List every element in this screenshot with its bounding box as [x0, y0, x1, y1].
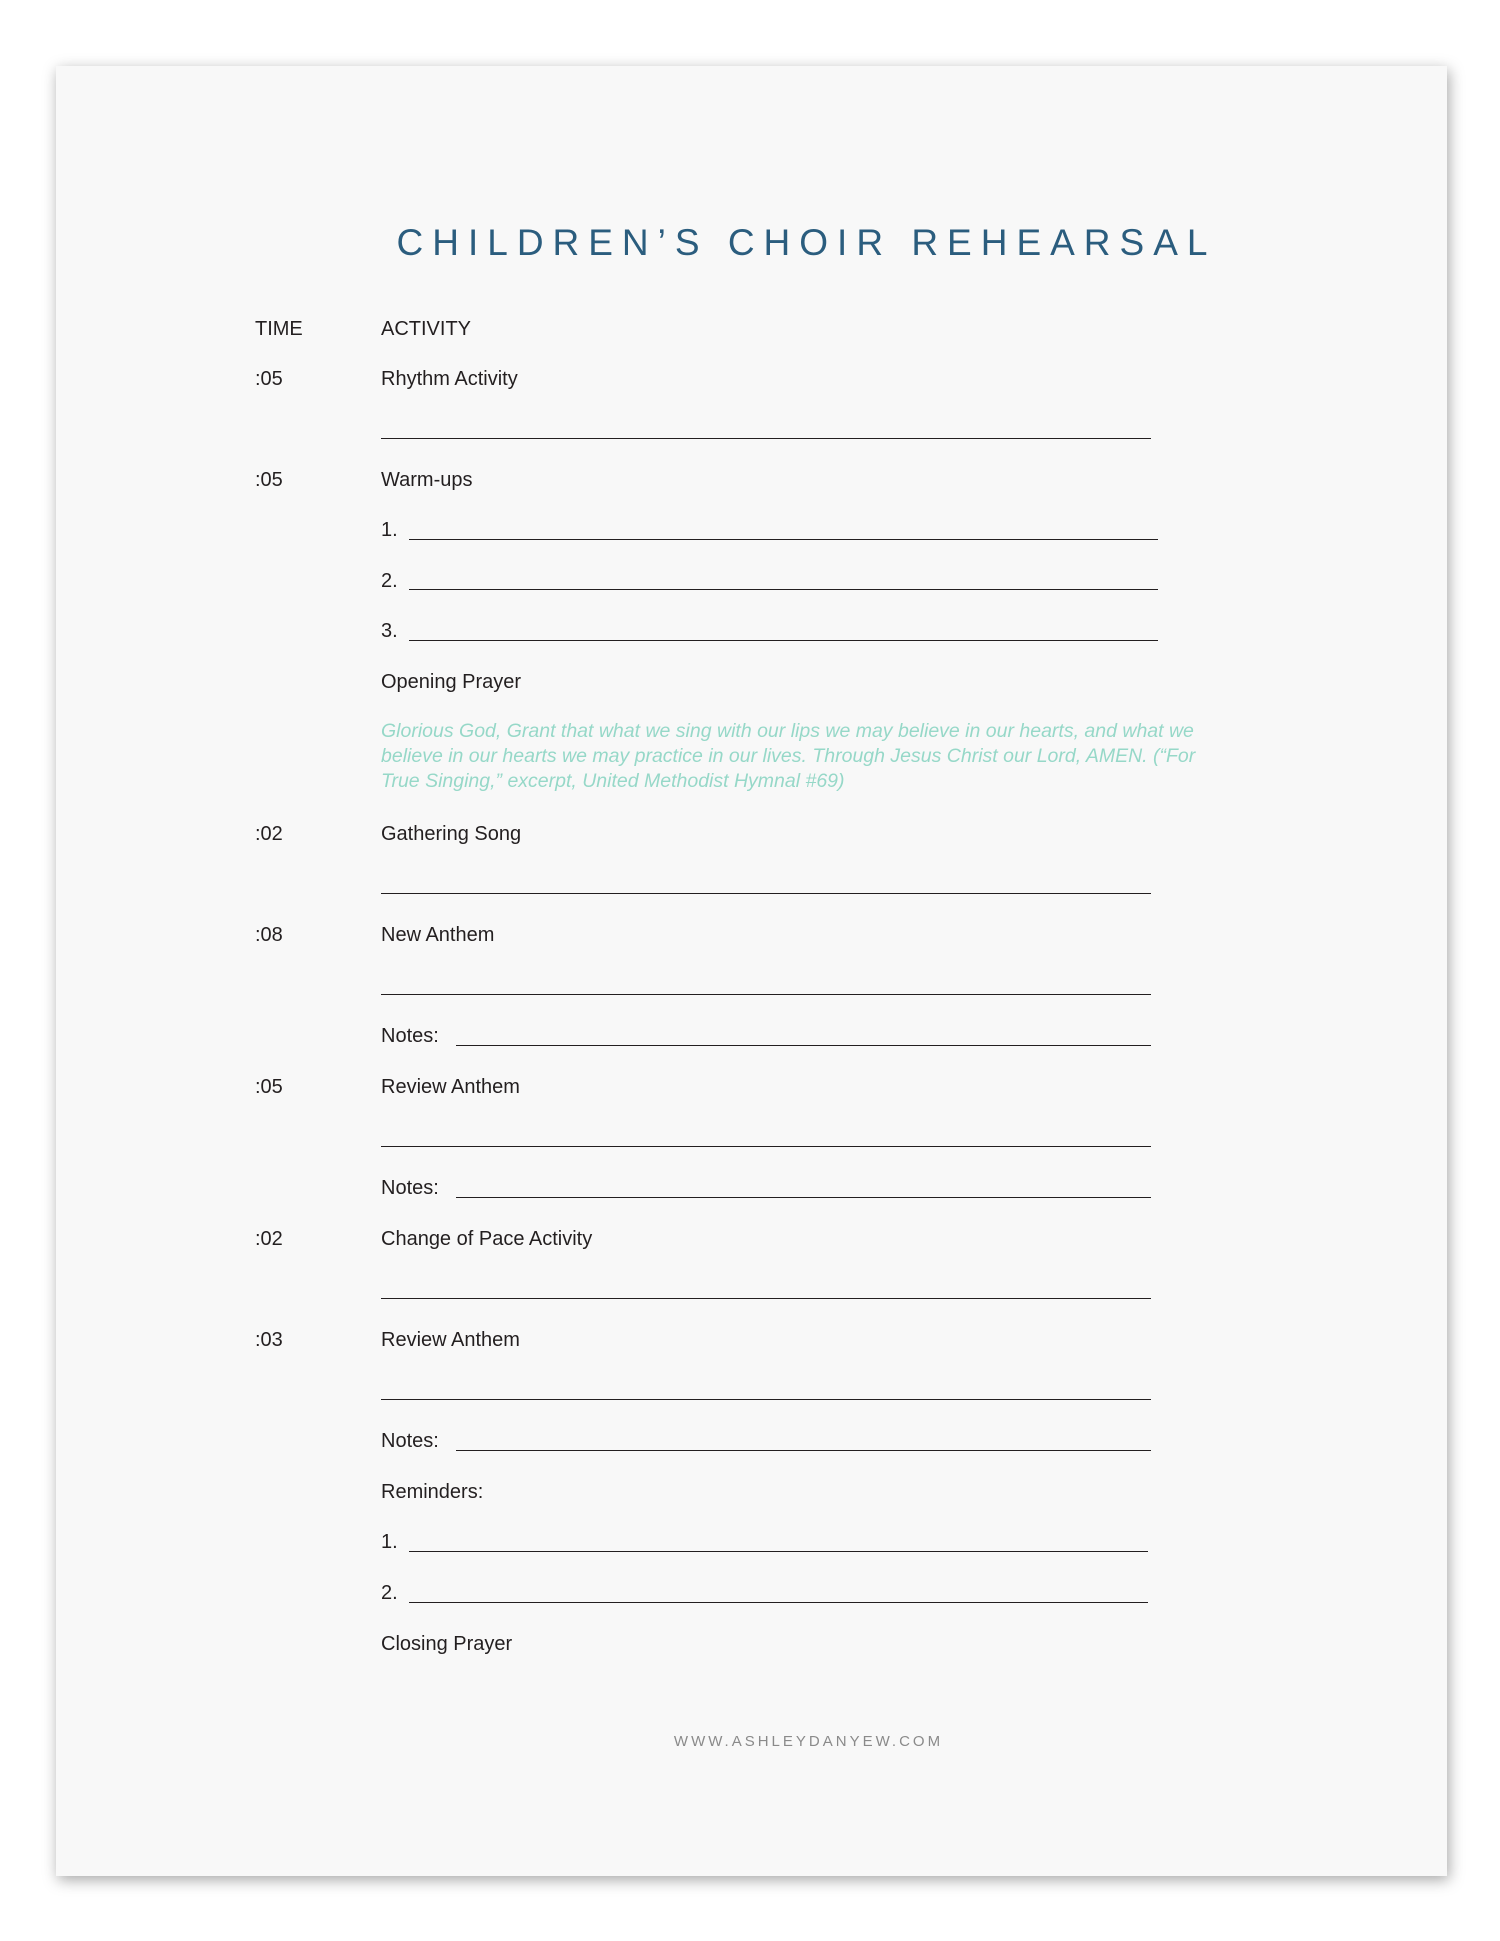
worksheet-page — [56, 66, 1447, 1876]
notes-label: Notes: — [381, 1025, 439, 1047]
write-in-line[interactable] — [381, 1146, 1151, 1147]
reminders-label: Reminders: — [381, 1481, 484, 1503]
notes-line[interactable] — [456, 1197, 1151, 1198]
prayer-text: Glorious God, Grant that what we sing with our lips we may believe in our hearts, and what we believe in our hearts we may practice in our lives. Through Jesus Christ our Lord, AMEN. (“For True Singing,” excerpt, United Methodist Hymnal #69) — [381, 720, 1196, 792]
row-time: :02 — [255, 823, 283, 845]
opening-prayer-label: Opening Prayer — [381, 671, 522, 693]
row-activity: Warm-ups — [381, 469, 473, 491]
row-time: :05 — [255, 469, 283, 491]
write-in-line[interactable] — [381, 893, 1151, 894]
reminder-line-2[interactable] — [409, 1602, 1148, 1603]
list-number: 2. — [381, 570, 398, 592]
row-time: :05 — [255, 1076, 283, 1098]
write-in-line[interactable] — [381, 994, 1151, 995]
time-column-header: TIME — [255, 318, 303, 340]
row-time: :08 — [255, 924, 283, 946]
warmup-line-3[interactable] — [409, 640, 1158, 641]
notes-line[interactable] — [456, 1450, 1151, 1451]
warmup-line-2[interactable] — [409, 589, 1158, 590]
list-number: 1. — [381, 1531, 398, 1553]
notes-line[interactable] — [456, 1045, 1151, 1046]
row-activity: Review Anthem — [381, 1329, 520, 1351]
notes-label: Notes: — [381, 1430, 439, 1452]
warmup-line-1[interactable] — [409, 539, 1158, 540]
write-in-line[interactable] — [381, 438, 1151, 439]
row-activity: Change of Pace Activity — [381, 1228, 593, 1250]
write-in-line[interactable] — [381, 1298, 1151, 1299]
row-activity: Gathering Song — [381, 823, 522, 845]
activity-column-header: ACTIVITY — [381, 318, 472, 340]
row-activity: Review Anthem — [381, 1076, 520, 1098]
row-time: :05 — [255, 368, 283, 390]
row-time: :02 — [255, 1228, 283, 1250]
website-footer[interactable]: WWW.ASHLEYDANYEW.COM — [673, 1733, 944, 1750]
row-activity: Rhythm Activity — [381, 368, 518, 390]
list-number: 2. — [381, 1582, 398, 1604]
page-title: CHILDREN’S CHOIR REHEARSAL — [396, 222, 1217, 263]
notes-label: Notes: — [381, 1177, 439, 1199]
row-time: :03 — [255, 1329, 283, 1351]
reminder-line-1[interactable] — [409, 1551, 1148, 1552]
list-number: 3. — [381, 620, 398, 642]
closing-prayer-label: Closing Prayer — [381, 1633, 513, 1655]
list-number: 1. — [381, 519, 398, 541]
write-in-line[interactable] — [381, 1399, 1151, 1400]
row-activity: New Anthem — [381, 924, 495, 946]
